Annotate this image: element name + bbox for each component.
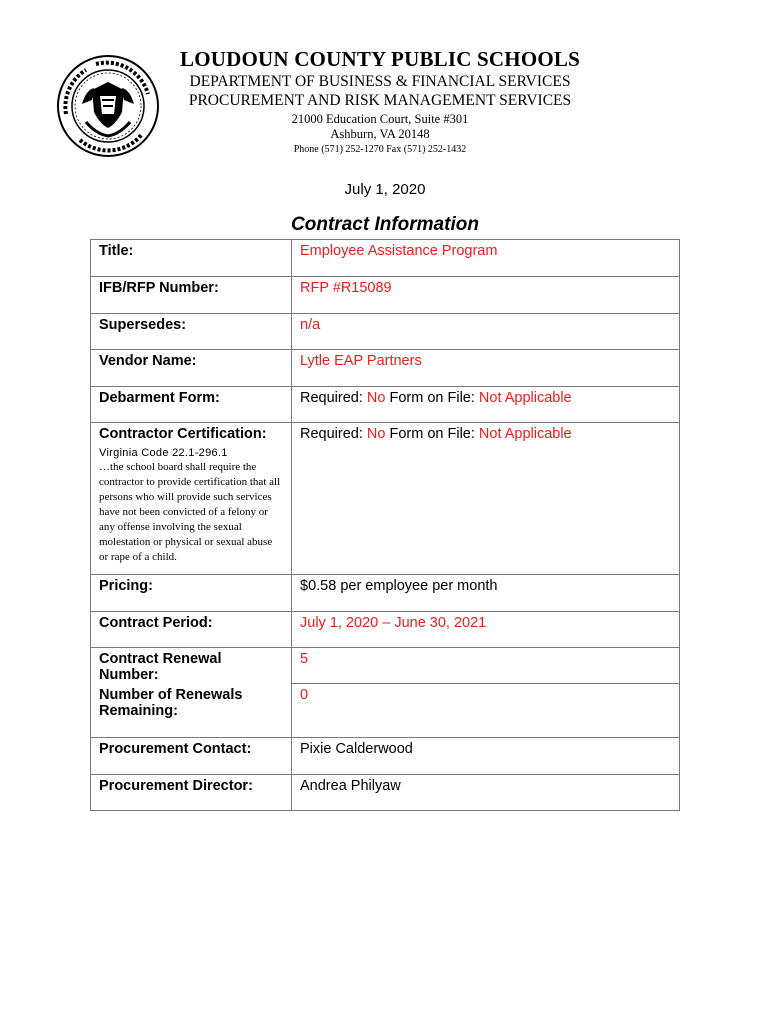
certification-label: Contractor Certification: [99, 426, 267, 442]
contact-value: Pixie Calderwood [292, 738, 680, 775]
debarment-value [292, 387, 680, 423]
section-title: Contract Information [291, 214, 479, 235]
table-row [91, 350, 680, 387]
contract-info-table [90, 239, 680, 811]
virginia-code-reference: Virginia Code 22.1-296.1 [99, 447, 228, 459]
required-value: No [366, 426, 386, 442]
county-seal-icon [56, 54, 160, 158]
required-label: Required: [300, 426, 367, 442]
table-row [91, 240, 680, 277]
table-row [91, 575, 680, 612]
certification-text: …the school board shall require the contractor to provide certification that all persons who will provide such services have not been convicted of a felony or any offense involving the sexual molestation or physical or sexual abuse or rape of a child. [99, 461, 281, 563]
period-value: July 1, 2020 – June 30, 2021 [292, 612, 680, 648]
vendor-value: Lytle EAP Partners [292, 350, 680, 387]
department-name: DEPARTMENT OF BUSINESS & FINANCIAL SERVICES [189, 73, 571, 90]
title-label: Title: [91, 240, 292, 277]
organization-name: LOUDOUN COUNTY PUBLIC SCHOOLS [180, 47, 580, 71]
table-row [91, 684, 680, 738]
table-row [91, 612, 680, 648]
remaining-value: 0 [292, 684, 680, 738]
address-line-2: Ashburn, VA 20148 [330, 127, 430, 141]
pricing-value: $0.58 per employee per month [292, 575, 680, 612]
division-name: PROCUREMENT AND RISK MANAGEMENT SERVICES [188, 92, 572, 109]
director-label: Procurement Director: [91, 775, 292, 811]
period-label: Contract Period: [91, 612, 292, 648]
table-row [91, 738, 680, 775]
on-file-value: Not Applicable [478, 426, 572, 442]
supersedes-label: Supersedes: [91, 314, 292, 350]
document-date: July 1, 2020 [344, 181, 426, 198]
on-file-label: Form on File: [385, 426, 479, 442]
table-row [91, 775, 680, 811]
table-row [91, 387, 680, 423]
renewal-label: Contract Renewal Number: [91, 648, 292, 684]
ifb-label: IFB/RFP Number: [91, 277, 292, 314]
debarment-label: Debarment Form: [91, 387, 292, 423]
address-line-1: 21000 Education Court, Suite #301 [291, 112, 469, 126]
renewal-value: 5 [292, 648, 680, 684]
table-row [91, 648, 680, 684]
title-value: Employee Assistance Program [292, 240, 680, 277]
required-label: Required: [300, 390, 367, 406]
table-row [91, 423, 680, 575]
contact-label: Procurement Contact: [91, 738, 292, 775]
on-file-label: Form on File: [385, 390, 479, 406]
remaining-label: Number of Renewals Remaining: [91, 684, 292, 738]
table-row [91, 277, 680, 314]
ifb-value: RFP #R15089 [292, 277, 680, 314]
required-value: No [366, 390, 386, 406]
on-file-value: Not Applicable [478, 390, 572, 406]
certification-cell [91, 423, 292, 575]
pricing-label: Pricing: [91, 575, 292, 612]
vendor-label: Vendor Name: [91, 350, 292, 387]
supersedes-value: n/a [292, 314, 680, 350]
table-row [91, 314, 680, 350]
certification-value [292, 423, 680, 575]
director-value: Andrea Philyaw [292, 775, 680, 811]
letterhead [180, 46, 580, 157]
phone-fax: Phone (571) 252-1270 Fax (571) 252-1432 [293, 144, 467, 155]
